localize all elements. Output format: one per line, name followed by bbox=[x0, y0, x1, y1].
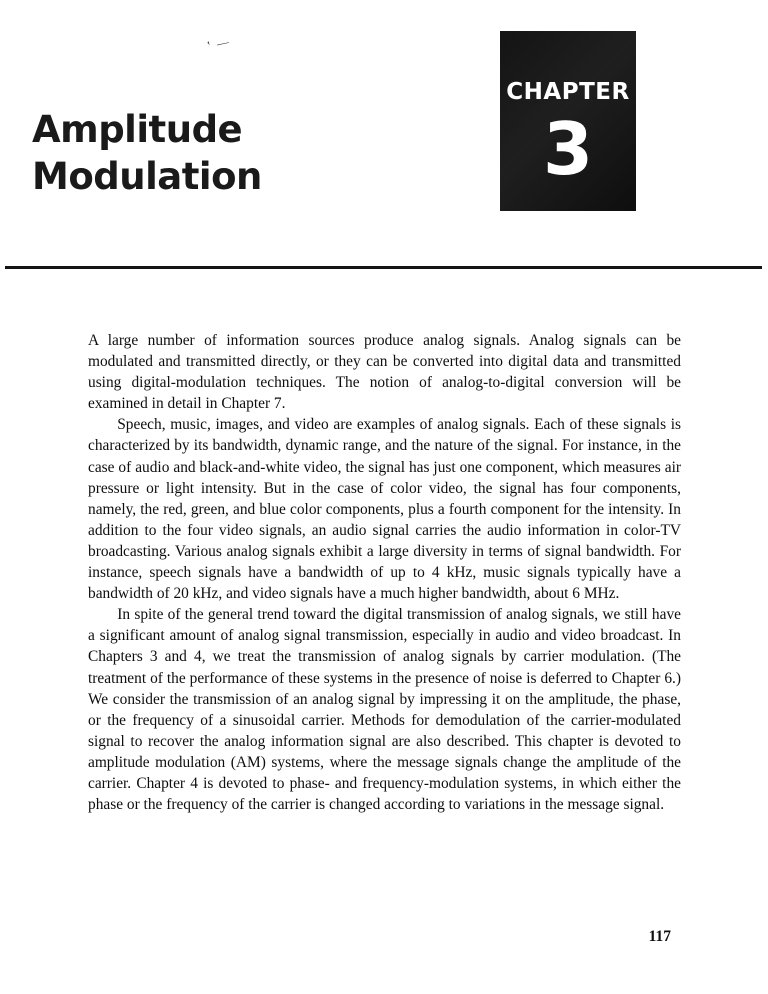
page-title-line2: Modulation bbox=[32, 155, 262, 198]
body-text bbox=[88, 330, 681, 815]
paragraph-2: Speech, music, images, and video are examples of analog signals. Each of these signals is characterized by its bandwidth, dynamic range, and the nature of the signal. For instance, in the case of audio and black-and-white video, the signal has just one component, which measures air pressure or light intensity. But in the case of color video, the signal has four components, namely, the red, green, and blue color components, plus a fourth component for the intensity. In addition to the four video signals, an audio signal carries the audio information in color-TV broadcasting. Various analog signals exhibit a large diversity in terms of signal bandwidth. For instance, speech signals have a bandwidth of up to 4 kHz, music signals typically have a bandwidth of 20 kHz, and video signals have a much higher bandwidth, about 6 MHz. bbox=[88, 416, 681, 603]
paragraph-1: A large number of information sources produce analog signals. Analog signals can be modulated and transmitted directly, or they can be converted into digital data and transmitted using digital-modulation techniques. The notion of analog-to-digital conversion will be examined in detail in Chapter 7. bbox=[88, 332, 681, 413]
chapter-box bbox=[500, 31, 636, 211]
horizontal-rule bbox=[5, 266, 762, 269]
scan-artifact: ‛— bbox=[205, 33, 237, 53]
chapter-label: CHAPTER bbox=[506, 79, 630, 105]
chapter-number: 3 bbox=[542, 107, 594, 191]
paragraph-3: In spite of the general trend toward the digital transmission of analog signals, we still have a significant amount of analog signal transmission, especially in audio and video broadcast. In Chapters 3 and 4, we treat the transmission of analog signals by carrier modulation. (The treatment of the performance of these systems in the presence of noise is deferred to Chapter 6.) We consider the transmission of an analog signal by impressing it on the amplitude, the phase, or the frequency of a sinusoidal carrier. Methods for demodulation of the carrier-modulated signal to recover the analog information signal are also described. This chapter is devoted to amplitude modulation (AM) systems, where the message signals change the amplitude of the carrier. Chapter 4 is devoted to phase- and frequency-modulation systems, in which either the phase or the frequency of the carrier is changed according to variations in the message signal. bbox=[88, 606, 681, 814]
page-title bbox=[32, 106, 262, 200]
page-title-line1: Amplitude bbox=[32, 108, 243, 151]
page-number: 117 bbox=[648, 928, 671, 945]
